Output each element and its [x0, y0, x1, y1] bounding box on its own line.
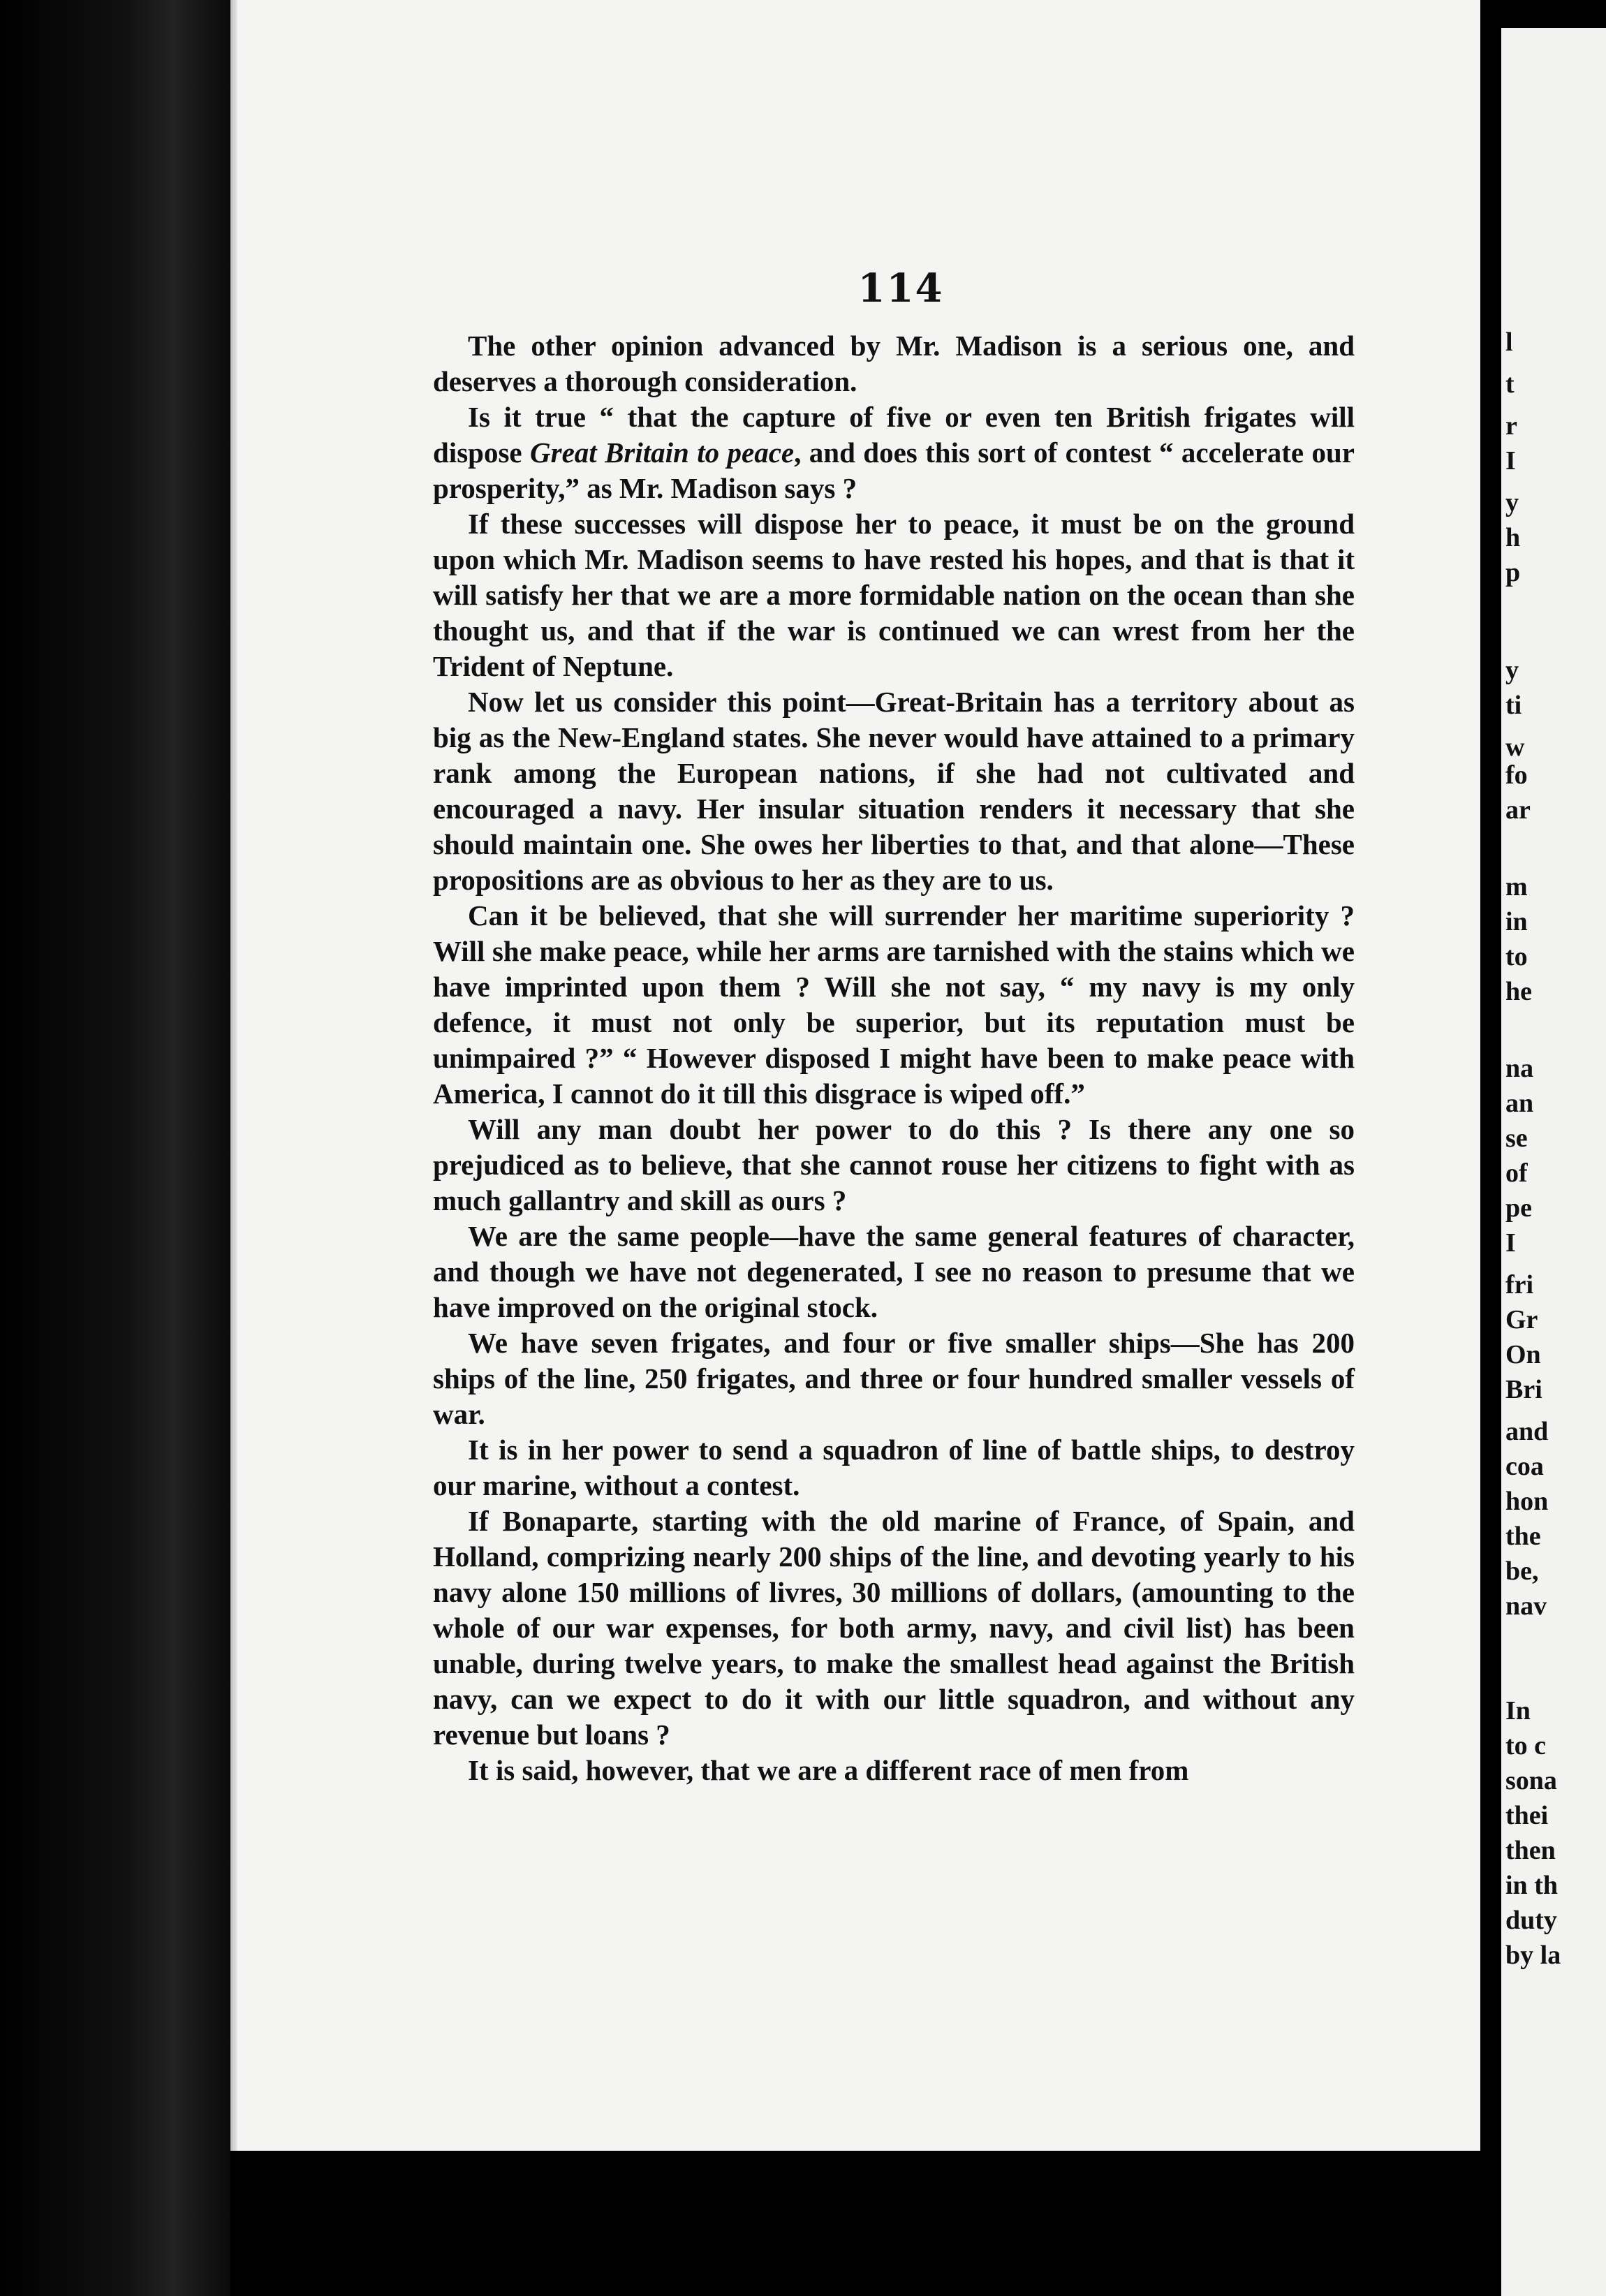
text-run: It is said, however, that we are a different race of men from	[468, 1754, 1189, 1786]
facing-page-fragment: I	[1505, 446, 1516, 476]
facing-page-fragment: In	[1505, 1696, 1531, 1725]
facing-page-fragment: in th	[1505, 1871, 1558, 1900]
facing-page-fragment: duty	[1505, 1906, 1557, 1935]
facing-page-fragment: coa	[1505, 1452, 1544, 1481]
facing-page-fragment: be,	[1505, 1557, 1539, 1586]
text-run: We are the same people—have the same general features of character, and though we have not degenerated, I see no reason to presume that we have improved on the original stock.	[433, 1220, 1355, 1323]
paragraph	[433, 1753, 1355, 1788]
text-run: Will any man doubt her power to do this ? Is there any one so prejudiced as to believe, that she cannot rouse her citizens to fight with as much gallantry and skill as ours ?	[433, 1113, 1355, 1216]
facing-page-edge	[1501, 28, 1606, 2296]
facing-page-fragment: se	[1505, 1124, 1528, 1153]
facing-page-fragment: w	[1505, 733, 1525, 762]
book-binding-edge	[0, 0, 230, 2296]
text-run: If Bonaparte, starting with the old marine of France, of Spain, and Holland, comprizing nearly 200 ships of the line, and devoting yearly to his navy alone 150 millions of livres, 30 millions of dollars, (amounting to the whole of our war expenses, for both army, navy, and civil list) has been unable, during twelve years, to make the smallest head against the British navy, can we expect to do it with our little squadron, and without any revenue but loans ?	[433, 1505, 1355, 1751]
page-number: 114	[857, 265, 944, 311]
facing-page-fragment: by la	[1505, 1941, 1561, 1970]
facing-page-fragment: y	[1505, 656, 1519, 685]
text-run: The other opinion advanced by Mr. Madison is a serious one, and deserves a thorough consideration.	[433, 330, 1355, 397]
paragraph	[433, 1503, 1355, 1753]
facing-page-fragment: of	[1505, 1158, 1528, 1188]
facing-page-fragment: to	[1505, 942, 1528, 971]
facing-page-fragment: Bri	[1505, 1375, 1542, 1404]
text-run: , and does this sort of contest “ accelerate our prosperity,” as Mr. Madison says ?	[433, 436, 1355, 504]
facing-page-fragment: Gr	[1505, 1305, 1538, 1334]
facing-page-fragment: nav	[1505, 1591, 1547, 1621]
facing-page-fragment: p	[1505, 558, 1521, 587]
facing-page-fragment: na	[1505, 1054, 1534, 1083]
facing-page-fragment: t	[1505, 369, 1515, 399]
text-run: It is in her power to send a squadron of line of battle ships, to destroy our marine, without a contest.	[433, 1434, 1355, 1501]
paragraph	[433, 506, 1355, 684]
paragraph	[433, 1432, 1355, 1503]
text-run: Can it be believed, that she will surrender her maritime superiority ? Will she make peace, while her arms are tarnished with the stains which we have imprinted upon them ? Will she not say, “ my navy is my only defence, it must not only be superior, but its reputation must be unimpaired ?” “ However disposed I might have been to make peace with America, I cannot do it till this disgrace is wiped off.”	[433, 899, 1355, 1110]
facing-page-fragment: l	[1505, 328, 1513, 357]
facing-page-fragment: I	[1505, 1228, 1516, 1258]
book-page	[230, 0, 1480, 2151]
facing-page-fragment: y	[1505, 488, 1519, 517]
paragraph	[433, 1112, 1355, 1219]
text-run: If these successes will dispose her to peace, it must be on the ground upon which Mr. Madison seems to have rested his hopes, and that is that it will satisfy her that we are a more formidable nation on the ocean than she thought us, and that if the war is continued we can wrest from her the Trident of Neptune.	[433, 508, 1355, 682]
paragraph	[433, 1219, 1355, 1325]
paragraph	[433, 399, 1355, 506]
facing-page-fragment: in	[1505, 907, 1528, 936]
text-run: Now let us consider this point—Great-Britain has a territory about as big as the New-England states. She never would have attained to a primary rank among the European nations, if she had not cultivated and encouraged a navy. Her insular situation renders it necessary that she should maintain one. She owes her liberties to that, and that alone—These propositions are as obvious to her as they are to us.	[433, 686, 1355, 896]
paragraph	[433, 898, 1355, 1112]
facing-page-fragment: m	[1505, 872, 1528, 902]
facing-page-fragment: ar	[1505, 795, 1531, 825]
facing-page-fragment: fri	[1505, 1270, 1534, 1300]
facing-page-fragment: and	[1505, 1417, 1549, 1446]
facing-page-fragment: the	[1505, 1522, 1541, 1551]
facing-page-fragment: fo	[1505, 760, 1528, 790]
facing-page-fragment: then	[1505, 1836, 1556, 1865]
paragraph	[433, 328, 1355, 399]
facing-page-fragment: he	[1505, 977, 1532, 1006]
facing-page-fragment: r	[1505, 411, 1517, 441]
facing-page-fragment: to c	[1505, 1731, 1547, 1760]
text-run: We have seven frigates, and four or five smaller ships—She has 200 ships of the line, 250 frigates, and three or four hundred smaller vessels of war.	[433, 1327, 1355, 1430]
facing-page-fragment: pe	[1505, 1193, 1532, 1223]
facing-page-fragment: hon	[1505, 1487, 1549, 1516]
facing-page-fragment: ti	[1505, 691, 1522, 720]
page-body-text	[433, 328, 1355, 1788]
italic-phrase: Great Britain to peace	[530, 436, 795, 469]
text-run: Is it true “ that the capture of five or even ten British frigates will dispose	[433, 401, 1355, 469]
page-edge-shadow	[230, 0, 237, 2151]
facing-page-fragment: thei	[1505, 1801, 1549, 1830]
facing-page-fragment: h	[1505, 523, 1521, 552]
paragraph	[433, 684, 1355, 898]
facing-page-fragment: On	[1505, 1340, 1541, 1369]
paragraph	[433, 1325, 1355, 1432]
facing-page-fragment: sona	[1505, 1766, 1557, 1795]
facing-page-fragment: an	[1505, 1089, 1534, 1118]
